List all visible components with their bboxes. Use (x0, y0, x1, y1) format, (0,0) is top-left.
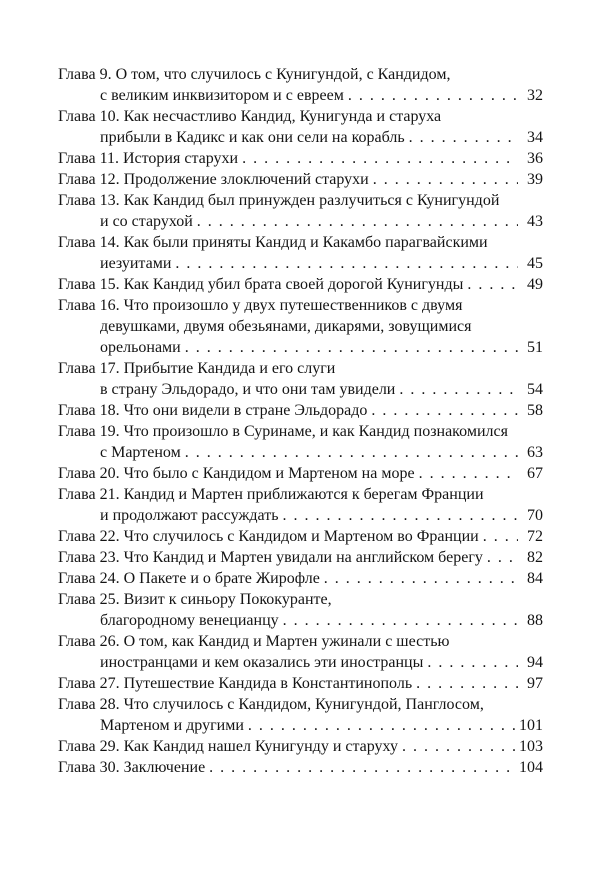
toc-entry-line (58, 547, 543, 568)
toc-entry-text: Глава 27. Путешествие Кандида в Константинополь (58, 675, 413, 692)
dot-leader (487, 547, 518, 568)
toc-entry-line (58, 337, 543, 358)
toc-entry-line (58, 400, 543, 421)
toc-entry-line (58, 442, 543, 463)
toc-entry (58, 463, 543, 484)
toc-entry-text: Глава 26. О том, как Кандид и Мартен ужинали с шестью (58, 633, 450, 650)
page-number: 58 (527, 402, 543, 419)
toc-entry (58, 358, 543, 400)
toc-entry-line (58, 316, 543, 337)
toc-entry-line (58, 673, 543, 694)
page-number: 84 (527, 570, 543, 587)
table-of-contents (58, 64, 543, 778)
toc-entry-line (58, 379, 543, 400)
dot-leader (248, 715, 516, 736)
toc-entry-line (58, 421, 543, 442)
toc-entry-line (58, 757, 543, 778)
toc-entry-text: Глава 30. Заключение (58, 759, 206, 776)
toc-entry-text: Глава 13. Как Кандид был принужден разлучиться с Кунигундой (58, 192, 500, 209)
dot-leader (175, 253, 518, 274)
toc-entry-text: и продолжают рассуждать (100, 507, 279, 524)
toc-entry-line (58, 274, 543, 295)
page-number: 54 (527, 381, 543, 398)
dot-leader (209, 757, 516, 778)
toc-entry-text: девушками, двумя обезьянами, дикарями, зовущимися (100, 318, 472, 335)
toc-entry (58, 232, 543, 274)
toc-entry-line (58, 232, 543, 253)
dot-leader (283, 610, 518, 631)
page-number: 49 (527, 276, 543, 293)
toc-entry (58, 547, 543, 568)
toc-entry (58, 736, 543, 757)
dot-leader (371, 400, 518, 421)
page-number: 32 (527, 87, 543, 104)
toc-entry (58, 106, 543, 148)
page-number: 43 (527, 213, 543, 230)
page-number: 67 (527, 465, 543, 482)
dot-leader (185, 337, 518, 358)
toc-entry (58, 295, 543, 358)
toc-entry-text: с Мартеном (100, 444, 181, 461)
toc-entry-text: и со старухой (100, 213, 193, 230)
toc-entry-line (58, 463, 543, 484)
toc-entry-line (58, 526, 543, 547)
dot-leader (483, 526, 518, 547)
toc-entry-line (58, 169, 543, 190)
toc-entry-text: Глава 22. Что случилось с Кандидом и Мартеном во Франции (58, 528, 479, 545)
toc-entry-text: Глава 29. Как Кандид нашел Кунигунду и старуху (58, 738, 398, 755)
toc-entry-text: Мартеном и другими (100, 717, 244, 734)
toc-entry (58, 673, 543, 694)
page-number: 63 (527, 444, 543, 461)
toc-entry (58, 694, 543, 736)
page-number: 39 (527, 171, 543, 188)
page-number: 34 (527, 129, 543, 146)
toc-entry-text: Глава 9. О том, что случилось с Кунигундой, с Кандидом, (58, 66, 451, 83)
toc-entry-text: Глава 19. Что произошло в Суринаме, и как Кандид познакомился (58, 423, 508, 440)
toc-entry-text: с великим инквизитором и с евреем (100, 87, 344, 104)
toc-entry-line (58, 127, 543, 148)
page-number: 94 (527, 654, 543, 671)
dot-leader (324, 568, 518, 589)
toc-entry-line (58, 253, 543, 274)
page-number: 70 (527, 507, 543, 524)
toc-entry (58, 757, 543, 778)
toc-entry (58, 484, 543, 526)
toc-entry-line (58, 211, 543, 232)
toc-entry (58, 526, 543, 547)
toc-entry-text: благородному венецианцу (100, 612, 279, 629)
toc-entry-line (58, 484, 543, 505)
toc-entry-text: Глава 17. Прибытие Кандида и его слуги (58, 360, 336, 377)
dot-leader (373, 169, 518, 190)
toc-entry-text: Глава 28. Что случилось с Кандидом, Кунигундой, Панглосом, (58, 696, 484, 713)
toc-entry-text: иезуитами (100, 255, 172, 272)
toc-entry-text: Глава 21. Кандид и Мартен приближаются к берегам Франции (58, 486, 484, 503)
toc-entry-text: Глава 14. Как были приняты Кандид и Какамбо парагвайскими (58, 234, 488, 251)
toc-entry-line (58, 148, 543, 169)
page-number: 51 (527, 339, 543, 356)
dot-leader (399, 379, 518, 400)
page-number: 72 (527, 528, 543, 545)
dot-leader (402, 736, 516, 757)
toc-entry-text: Глава 23. Что Кандид и Мартен увидали на английском берегу (58, 549, 483, 566)
toc-entry (58, 148, 543, 169)
toc-entry-line (58, 106, 543, 127)
toc-entry-text: Глава 15. Как Кандид убил брата своей дорогой Кунигунды (58, 276, 464, 293)
toc-entry-text: Глава 18. Что они видели в стране Эльдорадо (58, 402, 368, 419)
toc-entry-text: Глава 10. Как несчастливо Кандид, Кунигунда и старуха (58, 108, 442, 125)
toc-entry-text: Глава 11. История старухи (58, 150, 239, 167)
dot-leader (419, 463, 518, 484)
page-number: 82 (527, 549, 543, 566)
dot-leader (427, 652, 518, 673)
toc-entry-line (58, 589, 543, 610)
page-number: 97 (527, 675, 543, 692)
toc-entry (58, 421, 543, 463)
toc-entry (58, 631, 543, 673)
toc-entry-text: прибыли в Кадикс и как они сели на корабль (100, 129, 405, 146)
toc-entry-text: в страну Эльдорадо, и что они там увидели (100, 381, 396, 398)
toc-entry-text: Глава 12. Продолжение злоключений старухи (58, 171, 369, 188)
toc-entry-text: Глава 24. О Пакете и о брате Жирофле (58, 570, 320, 587)
toc-entry (58, 568, 543, 589)
toc-entry-line (58, 64, 543, 85)
dot-leader (242, 148, 518, 169)
toc-entry (58, 400, 543, 421)
dot-leader (416, 673, 518, 694)
toc-entry (58, 190, 543, 232)
dot-leader (197, 211, 518, 232)
dot-leader (348, 85, 518, 106)
toc-entry-text: Глава 25. Визит к синьору Пококуранте, (58, 591, 332, 608)
toc-entry-text: Глава 20. Что было с Кандидом и Мартеном на море (58, 465, 415, 482)
toc-entry (58, 64, 543, 106)
toc-entry-line (58, 694, 543, 715)
page-number: 36 (527, 150, 543, 167)
toc-entry-line (58, 85, 543, 106)
toc-entry-line (58, 610, 543, 631)
toc-entry (58, 274, 543, 295)
toc-entry-line (58, 568, 543, 589)
toc-entry-line (58, 295, 543, 316)
toc-entry (58, 169, 543, 190)
toc-entry-line (58, 631, 543, 652)
toc-entry-line (58, 358, 543, 379)
dot-leader (467, 274, 518, 295)
toc-entry-line (58, 736, 543, 757)
page-number: 88 (527, 612, 543, 629)
page-number: 45 (527, 255, 543, 272)
toc-entry-text: орельонами (100, 339, 181, 356)
toc-entry-text: Глава 16. Что произошло у двух путешественников с двумя (58, 297, 463, 314)
dot-leader (185, 442, 518, 463)
page-number: 103 (519, 738, 543, 755)
toc-entry-text: иностранцами и кем оказались эти иностранцы (100, 654, 424, 671)
page-number: 101 (519, 717, 543, 734)
toc-entry-line (58, 190, 543, 211)
dot-leader (409, 127, 518, 148)
page-number: 104 (519, 759, 543, 776)
dot-leader (283, 505, 518, 526)
toc-entry (58, 589, 543, 631)
toc-entry-line (58, 715, 543, 736)
toc-entry-line (58, 652, 543, 673)
toc-entry-line (58, 505, 543, 526)
